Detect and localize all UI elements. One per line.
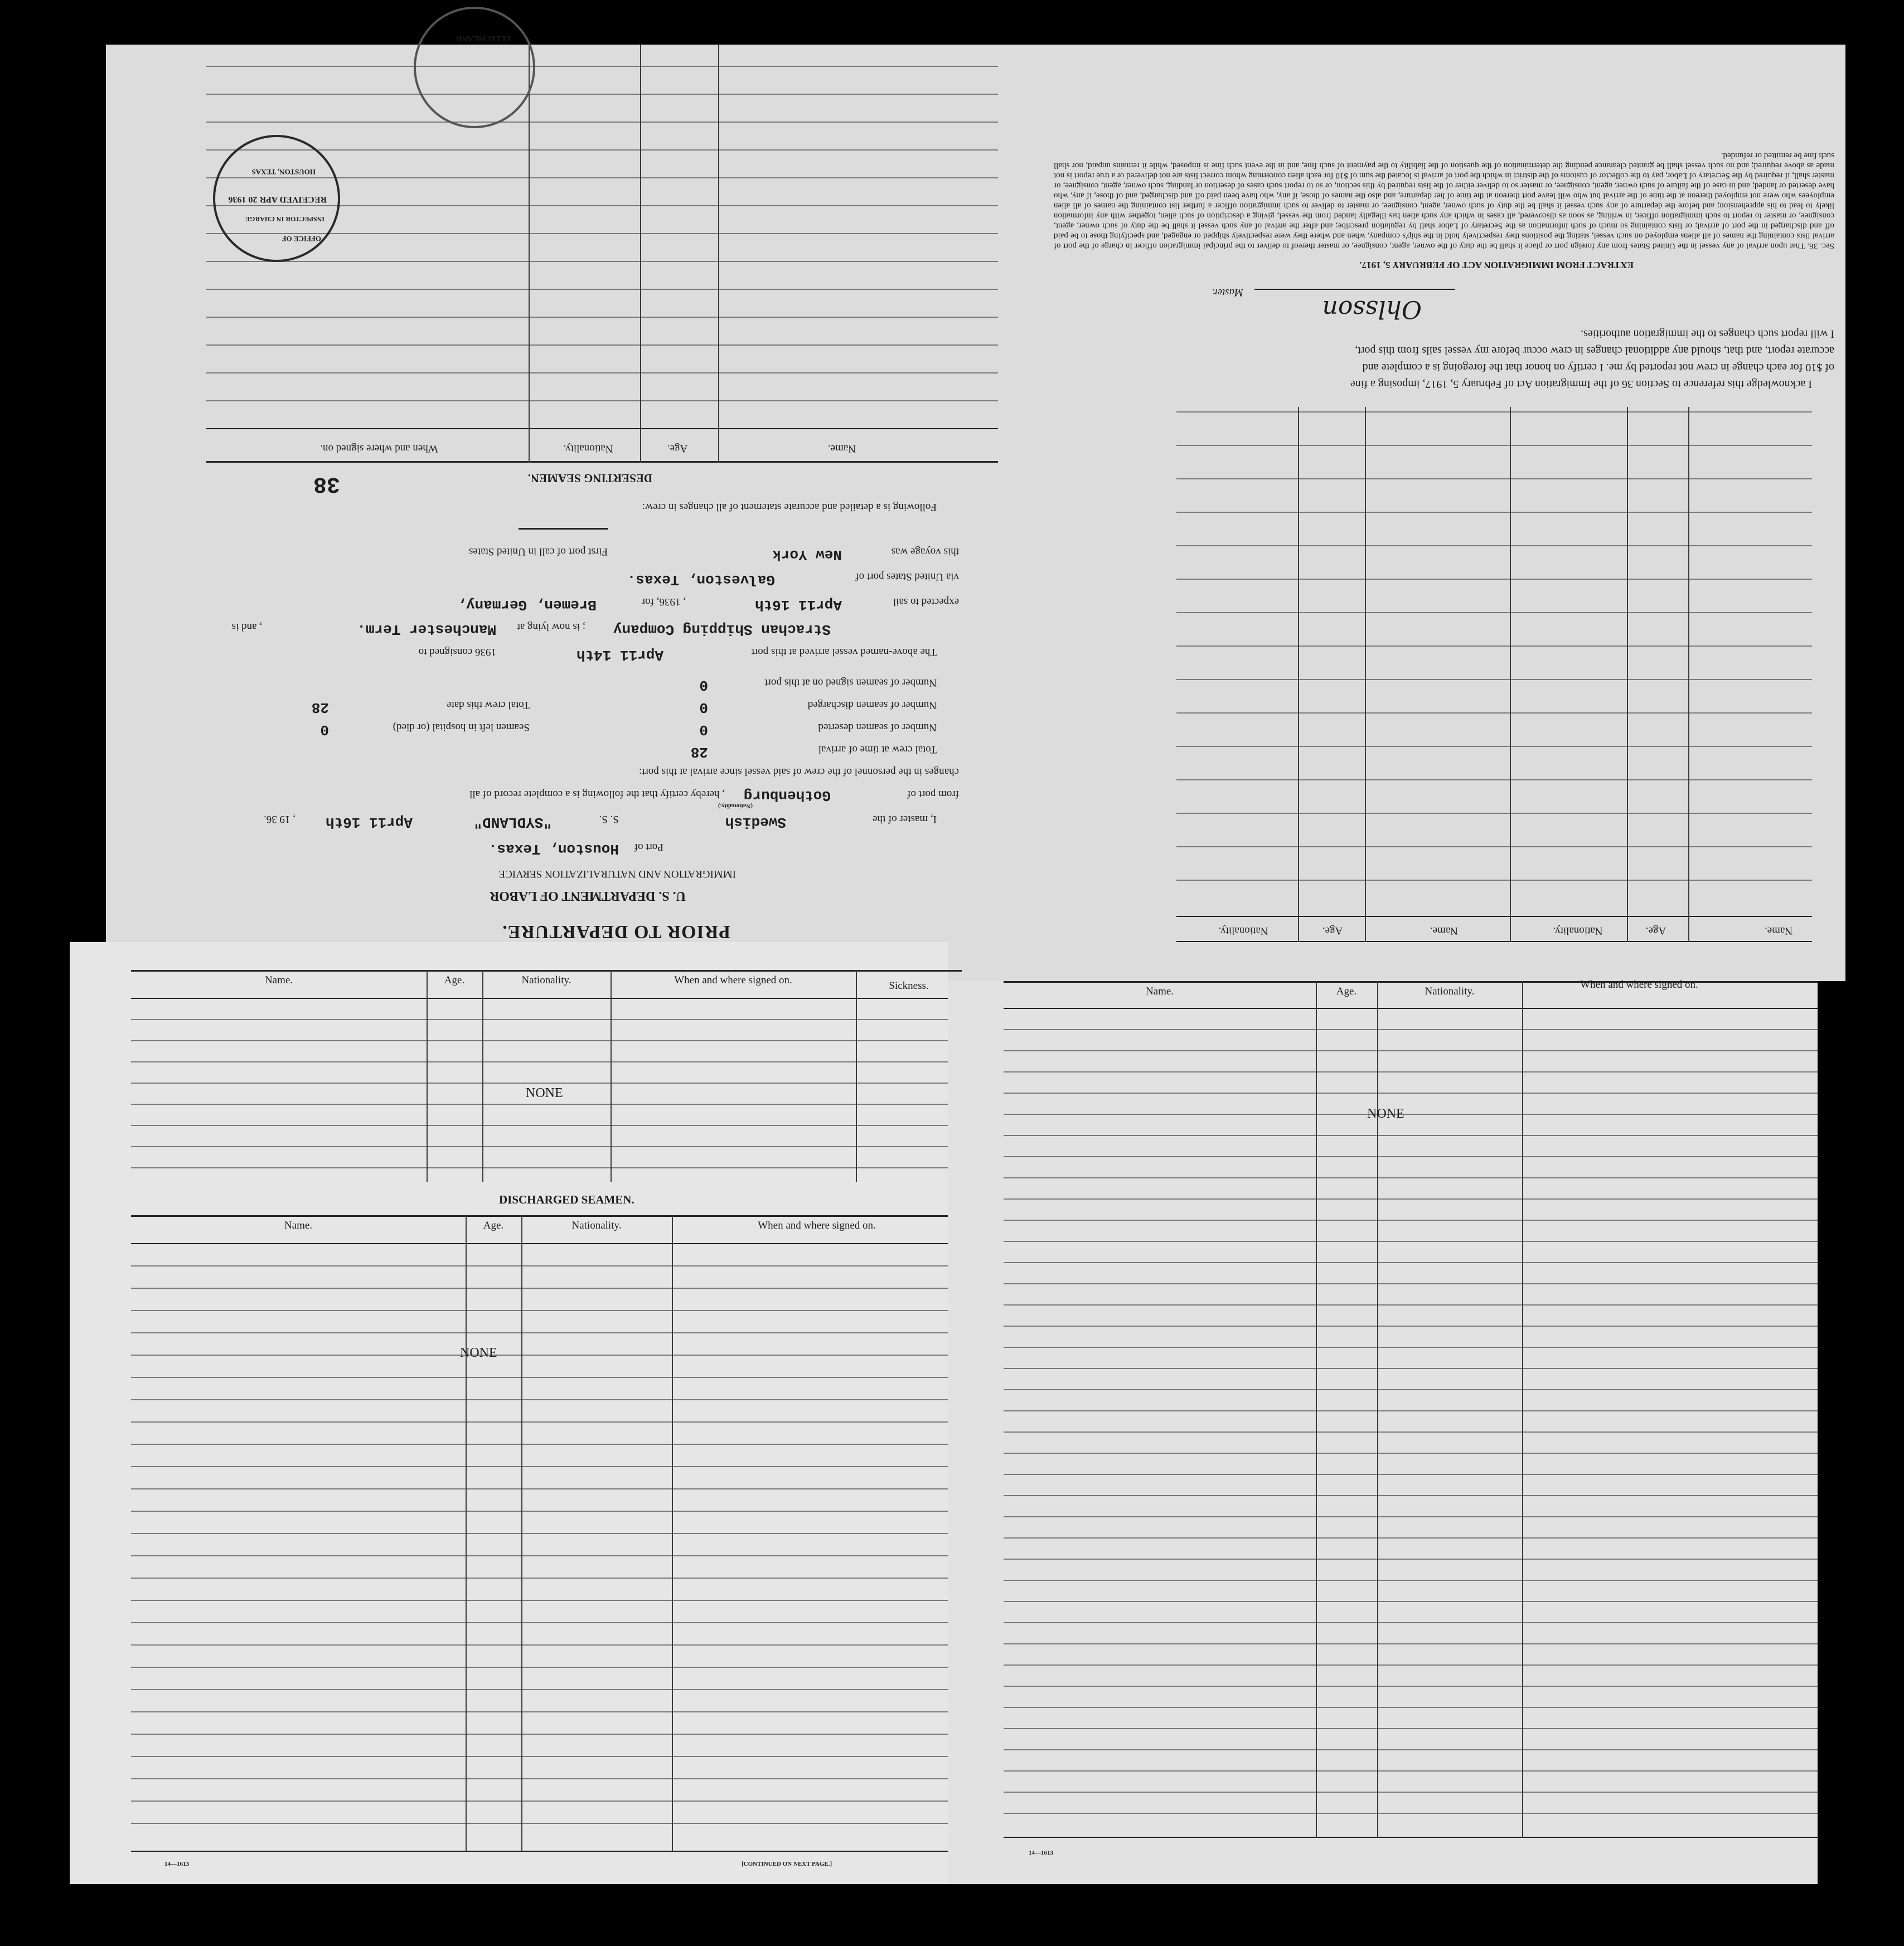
- form-number-left: 14—1613: [164, 1861, 189, 1867]
- total-this-date-label: Total crew this date: [446, 699, 530, 711]
- form-title-line2: PRIOR TO DEPARTURE.: [502, 921, 730, 942]
- acknowledgement-panel: [976, 45, 1845, 981]
- extract-text: Sec. 36. That upon arrival of any vessel in the United States from any foreign port or place it shall be the duty of the owner, agent, consignee, or master thereof to deliver to the principal immigration officer in charge of the port of arrival lists containing the names of all aliens employed on such vessel, stating the positions they respectively hold in the ship's company, when and where they were respectively shipped or engaged, and specifying those to be paid off and discharged in the port of arrival; or lists containing so much of such information as the Secretary of Labor shall by regulation prescribe; and after the arrival of any such vessel it shall be the duty of such owner, agent, consignee, or master to report to such immigration officer, in writing, as soon as discovered, all cases in which any such alien has illegally landed from the vessel, giving a description of such alien, together with any information likely to lead to his apprehension; and before the departure of any such vessel it shall be the duty of such owner, agent, consignee, or master to deliver to such immigration officer a further list containing the names of all alien employees who were not employed thereon at the time of the arrival but who will leave port thereon at the time of her departure, and also the names of those, if any, who have been paid off and discharged, and of those, if any, who have deserted or landed; and in case of the failure of such owner, agent, consignee, or master so to deliver either of the lists required by this section, or so to report such cases of desertion or landing, such owner, agent, consignee, or master shall, if required by the Secretary of Labor, pay to the collector of customs of the district in which the port of arrival is located the sum of $10 for each alien concerning whom correct lists are not delivered or a true report is not made as above required; and no such vessel shall be granted clearance pending the determination of the question of the liability to the payment of such fine, and in the event such fine is imposed, while it remains unpaid, nor shall such fine be remitted or refunded.: [1054, 151, 1834, 250]
- port-value: Houston, Texas.: [488, 841, 619, 857]
- nationality-caption: (Nationality.): [718, 803, 753, 809]
- none-marker-1: NONE: [526, 1086, 563, 1100]
- signed-on-value: 0: [699, 677, 708, 693]
- ack-col-age-1: Age.: [1645, 925, 1666, 936]
- ack-line2: of $10 for each change in crew not reported by me. I certify on honor that the foregoing is a complete and: [1362, 361, 1834, 373]
- following-text: Following is a detailed and accurate statement of all changes in crew:: [642, 501, 937, 513]
- arrived-year: 1936 consigned to: [418, 646, 496, 658]
- ack-col-nationality-1: Nationality.: [1553, 925, 1603, 936]
- lying-value: Manchester Term.: [357, 621, 496, 638]
- total-this-date-value: 28: [311, 699, 329, 716]
- lr-col-name: Name.: [1145, 986, 1174, 997]
- col-header-nationality: Nationality.: [563, 443, 613, 454]
- total-arrival-value: 28: [690, 744, 708, 760]
- deserting-heading: DESERTING SEAMEN.: [527, 472, 652, 485]
- destination: Bremen, Germany,: [457, 596, 597, 613]
- ack-col-name-1: Name.: [1764, 925, 1793, 936]
- expected-label: expected to sail: [893, 596, 959, 608]
- first-port-label: First port of call in United States: [468, 546, 608, 557]
- date-value: Apr11 16th: [325, 814, 413, 831]
- master-of-label: I, master of the: [872, 813, 937, 825]
- continued-note: [CONTINUED ON NEXT PAGE.]: [742, 1861, 832, 1867]
- arrived-label: The above-named vessel arrived at this port: [751, 646, 937, 658]
- discharged-heading: DISCHARGED SEAMEN.: [499, 1193, 634, 1206]
- col-header-age: Age.: [667, 443, 688, 454]
- hospital-value: 0: [320, 721, 329, 738]
- port-label: Port of: [634, 841, 663, 853]
- vessel-name: "SYDLAND": [473, 814, 552, 831]
- lr-col-nationality: Nationality.: [1425, 986, 1475, 997]
- ll-col-sickness: Sickness.: [889, 980, 929, 992]
- dis-col-name: Name.: [284, 1220, 313, 1231]
- ack-col-age-2: Age.: [1322, 925, 1343, 936]
- voyage-value: New York: [772, 546, 842, 563]
- none-marker-3: NONE: [1367, 1107, 1404, 1121]
- dis-col-nationality: Nationality.: [571, 1220, 622, 1231]
- col-header-name: Name.: [827, 443, 856, 454]
- ack-col-name-2: Name.: [1430, 925, 1459, 936]
- dis-col-when-where: When and where signed on.: [758, 1220, 876, 1231]
- ll-col-age: Age.: [444, 974, 465, 986]
- date-year: , 19 36.: [264, 813, 295, 825]
- department-name: U. S. DEPARTMENT OF LABOR: [489, 889, 686, 903]
- from-port-value: Gothenburg: [743, 787, 831, 804]
- nationality-value: Swedish: [725, 814, 786, 831]
- via-value: Galveston, Texas.: [627, 571, 775, 588]
- form-number-right: 14—1613: [1029, 1850, 1053, 1856]
- ellis-island-stamp: ELLIS ISLAND: [414, 7, 535, 128]
- lying-label: ; is now lying at: [517, 621, 585, 633]
- ll-col-name: Name.: [264, 974, 293, 986]
- ss-label: S. S.: [599, 813, 619, 825]
- master-caption: Master.: [1212, 287, 1243, 298]
- deserting-table-top: [206, 461, 998, 463]
- statement-panel: [145, 34, 998, 981]
- voyage-label: this voyage was: [891, 546, 959, 557]
- service-name: IMMIGRATION AND NATURALIZATION SERVICE: [498, 868, 736, 880]
- expected-value: Apr11 16th: [754, 596, 842, 613]
- col-header-when-where: When and where signed on.: [320, 443, 438, 454]
- discharged-value: 0: [699, 699, 708, 716]
- lr-col-age: Age.: [1336, 986, 1357, 997]
- ll-col-when-where: When and where signed on.: [674, 974, 792, 986]
- deserted-label: Number of seamen deserted: [818, 721, 937, 733]
- arrived-value: Apr11 14th: [576, 647, 663, 663]
- ack-line4: I will report such changes to the immigration authorities.: [1581, 328, 1834, 340]
- lower-left-sheet: [70, 942, 948, 1884]
- master-signature: Ohlsson: [1322, 295, 1422, 323]
- dis-col-age: Age.: [483, 1220, 504, 1231]
- extract-heading: EXTRACT FROM IMMIGRATION ACT OF FEBRUARY 5, 1917.: [1359, 260, 1634, 270]
- ll-col-nationality: Nationality.: [521, 974, 571, 986]
- upper-sheet-inverted: [106, 34, 1845, 981]
- from-port-label: from port of: [907, 788, 959, 800]
- consignee: Strachan Shipping Company: [613, 621, 831, 638]
- changes-text: changes in the personnel of the crew of said vessel since arrival at this port:: [638, 766, 959, 778]
- houston-received-stamp: OFFICE OF INSPECTOR IN CHARGE RECEIVED APR 20 1936 HOUSTON, TEXAS: [213, 135, 340, 262]
- via-label: via United States port of: [855, 571, 959, 583]
- lower-right-sheet: [948, 981, 1818, 1884]
- and-is-text: , and is: [231, 621, 262, 633]
- deserted-value: 0: [699, 721, 708, 738]
- expected-year: , 1936, for: [641, 596, 686, 608]
- certify-text: , hereby certify that the following is a complete record of all: [469, 788, 725, 800]
- discharged-label: Number of seamen discharged: [807, 699, 937, 711]
- deserting-header-rule: [206, 428, 998, 429]
- hospital-label: Seamen left in hospital (or died): [393, 721, 530, 733]
- separator: [519, 528, 608, 530]
- page-ref: 38: [313, 471, 340, 496]
- lr-col-when-where: When and where signed on.: [1580, 979, 1698, 991]
- none-marker-2: NONE: [460, 1346, 497, 1360]
- ack-line3: accurate report, and that, should any additional changes in crew occur before my vessel sails from this port,: [1355, 344, 1834, 357]
- ack-line1: I acknowledge this reference to Section 36 of the Immigration Act of February 5, 1917, imposing a fine: [1350, 378, 1812, 390]
- total-arrival-label: Total crew at time of arrival: [818, 744, 937, 755]
- ack-col-nationality-2: Nationality.: [1218, 925, 1268, 936]
- signed-on-label: Number of seamen signed on at this port: [764, 677, 937, 688]
